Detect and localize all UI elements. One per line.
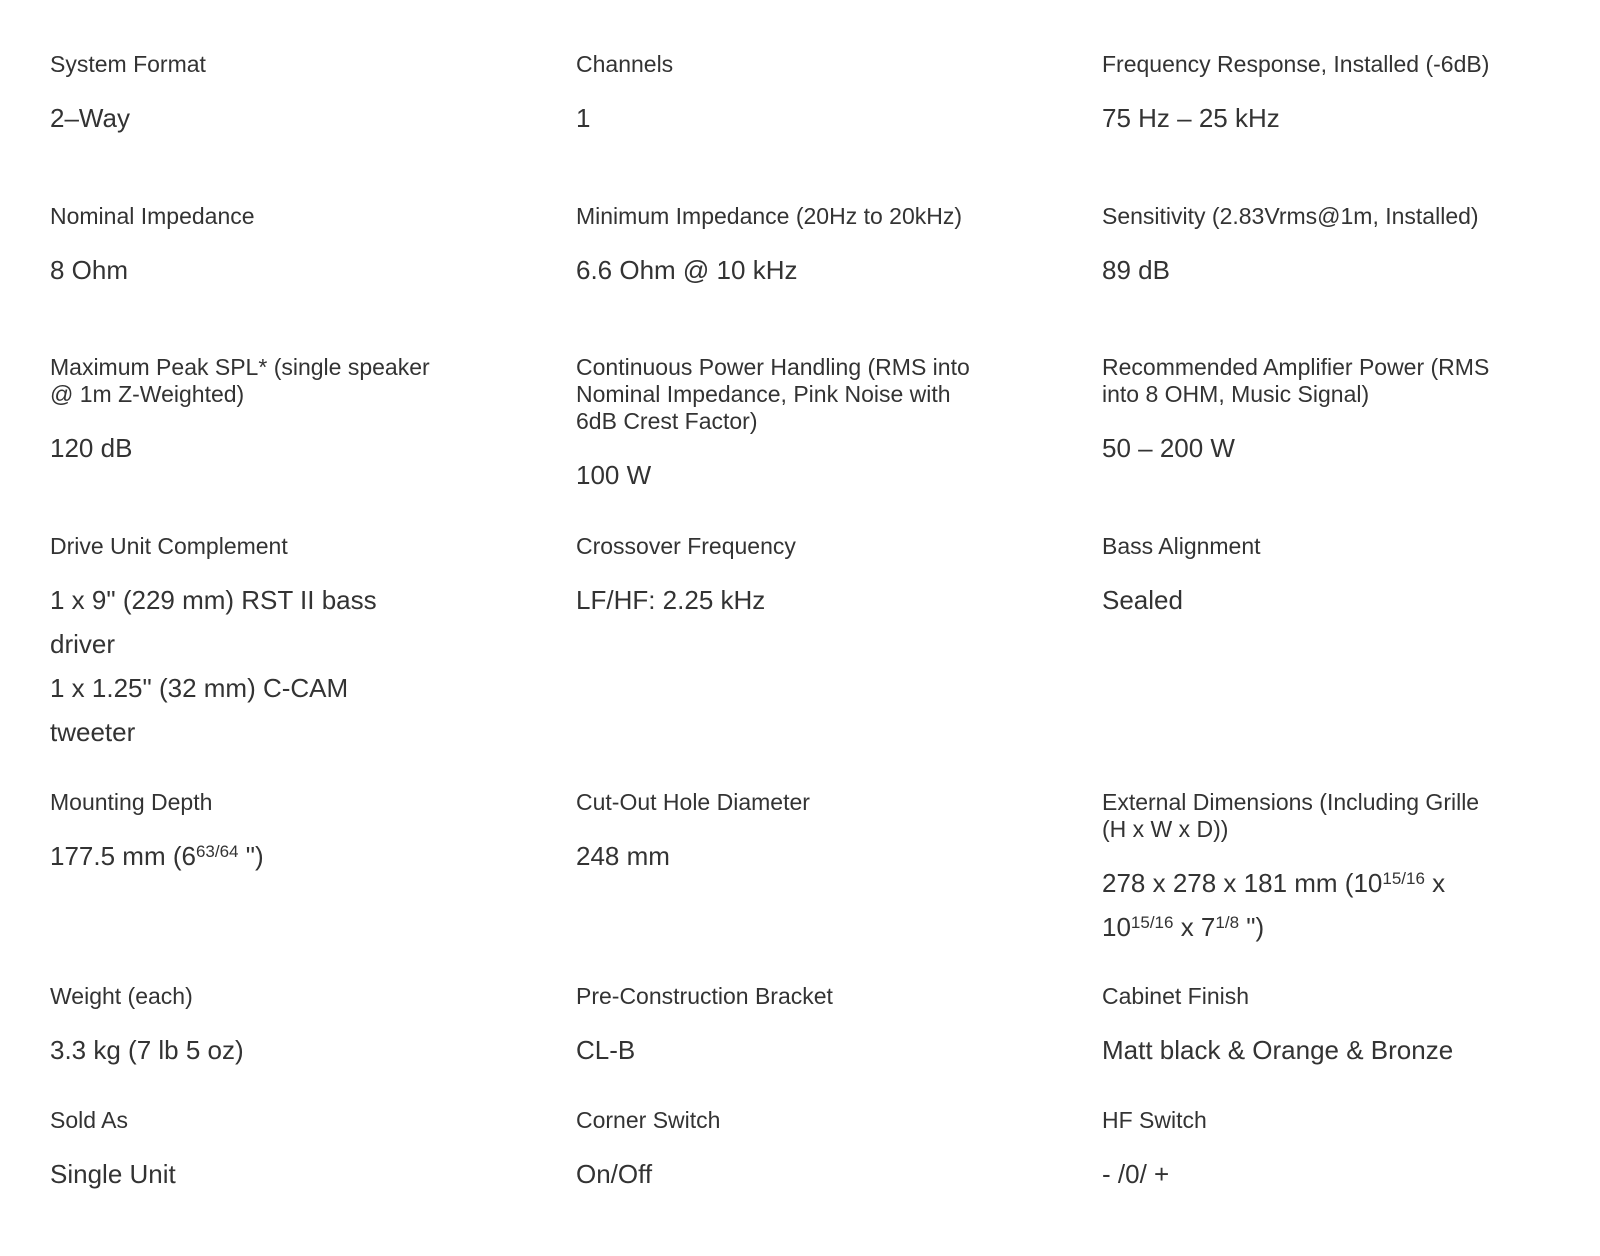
spec-value-line: 1 x 9" (229 mm) RST II bass driver [50,585,377,659]
spec-value: LF/HF: 2.25 kHz [576,585,766,615]
spec-value [50,578,400,754]
spec-sold-as [50,1107,450,1196]
spec-corner-switch [576,1107,976,1196]
spec-continuous-power-handling [576,354,976,497]
spec-cabinet-finish [1102,983,1502,1072]
spec-value: 6.6 Ohm @ 10 kHz [576,255,798,285]
spec-value [50,834,450,878]
spec-label: Drive Unit Complement [50,533,288,559]
spec-label: System Format [50,51,206,77]
spec-label: Sold As [50,1107,128,1133]
spec-value: 2–Way [50,103,130,133]
spec-value: 89 dB [1102,255,1170,285]
spec-value-text: x 10 [1102,868,1446,942]
spec-value-line: 1 x 1.25" (32 mm) C-CAM tweeter [50,673,349,747]
spec-value: Single Unit [50,1159,176,1189]
spec-bass-alignment [1102,533,1502,622]
spec-label: Minimum Impedance (20Hz to 20kHz) [576,203,963,229]
spec-label: Cabinet Finish [1102,983,1250,1009]
spec-weight [50,983,450,1072]
spec-value [1102,861,1502,949]
spec-label: Cut-Out Hole Diameter [576,789,810,815]
spec-label: Weight (each) [50,983,193,1009]
spec-label: Frequency Response, Installed (-6dB) [1102,51,1490,77]
spec-label: Bass Alignment [1102,533,1261,559]
spec-pre-construction-bracket [576,983,976,1072]
fraction-superscript: 15/16 [1130,913,1174,932]
spec-cut-out-hole-diameter [576,789,976,878]
spec-value-text: ") [1239,912,1265,942]
spec-value: Matt black & Orange & Bronze [1102,1035,1454,1065]
spec-label: Continuous Power Handling (RMS into Nominal Impedance, Pink Noise with 6dB Crest Factor) [576,354,970,434]
fraction-superscript: 1/8 [1215,913,1240,932]
spec-label: External Dimensions (Including Grille (H x W x D)) [1102,789,1480,842]
spec-value-text: 278 x 278 x 181 mm (10 [1102,868,1383,898]
spec-external-dimensions [1102,789,1502,949]
spec-mounting-depth [50,789,450,878]
spec-value: 8 Ohm [50,255,129,285]
spec-value: 1 [576,103,591,133]
spec-label: Corner Switch [576,1107,721,1133]
spec-recommended-amplifier-power [1102,354,1502,470]
fraction-superscript: 15/16 [1382,869,1425,888]
spec-value: 75 Hz – 25 kHz [1102,103,1280,133]
spec-value-text: x 7 [1173,912,1216,942]
spec-label: HF Switch [1102,1107,1207,1133]
spec-value: - /0/ + [1102,1159,1170,1189]
spec-value: 100 W [576,460,652,490]
spec-value: On/Off [576,1159,653,1189]
spec-value: 248 mm [576,841,670,871]
spec-crossover-frequency [576,533,976,622]
spec-value-text: ") [238,841,264,871]
spec-value: 3.3 kg (7 lb 5 oz) [50,1035,244,1065]
spec-frequency-response [1102,51,1502,140]
spec-system-format [50,51,450,140]
spec-maximum-peak-spl [50,354,450,470]
spec-value: 50 – 200 W [1102,433,1235,463]
spec-value: CL-B [576,1035,636,1065]
spec-minimum-impedance [576,203,976,292]
spec-value: Sealed [1102,585,1183,615]
fraction-superscript: 63/64 [195,842,239,861]
spec-label: Mounting Depth [50,789,213,815]
spec-label: Maximum Peak SPL* (single speaker @ 1m Z-Weighted) [50,354,430,407]
spec-label: Nominal Impedance [50,203,255,229]
spec-label: Channels [576,51,674,77]
spec-channels [576,51,976,140]
spec-label: Crossover Frequency [576,533,796,559]
spec-hf-switch [1102,1107,1502,1196]
spec-label: Sensitivity (2.83Vrms@1m, Installed) [1102,203,1479,229]
spec-value: 120 dB [50,433,133,463]
spec-label: Recommended Amplifier Power (RMS into 8 OHM, Music Signal) [1102,354,1490,407]
spec-nominal-impedance [50,203,450,292]
spec-value-text: 177.5 mm (6 [50,841,196,871]
spec-sensitivity [1102,203,1502,292]
spec-drive-unit-complement [50,533,400,754]
spec-label: Pre-Construction Bracket [576,983,833,1009]
